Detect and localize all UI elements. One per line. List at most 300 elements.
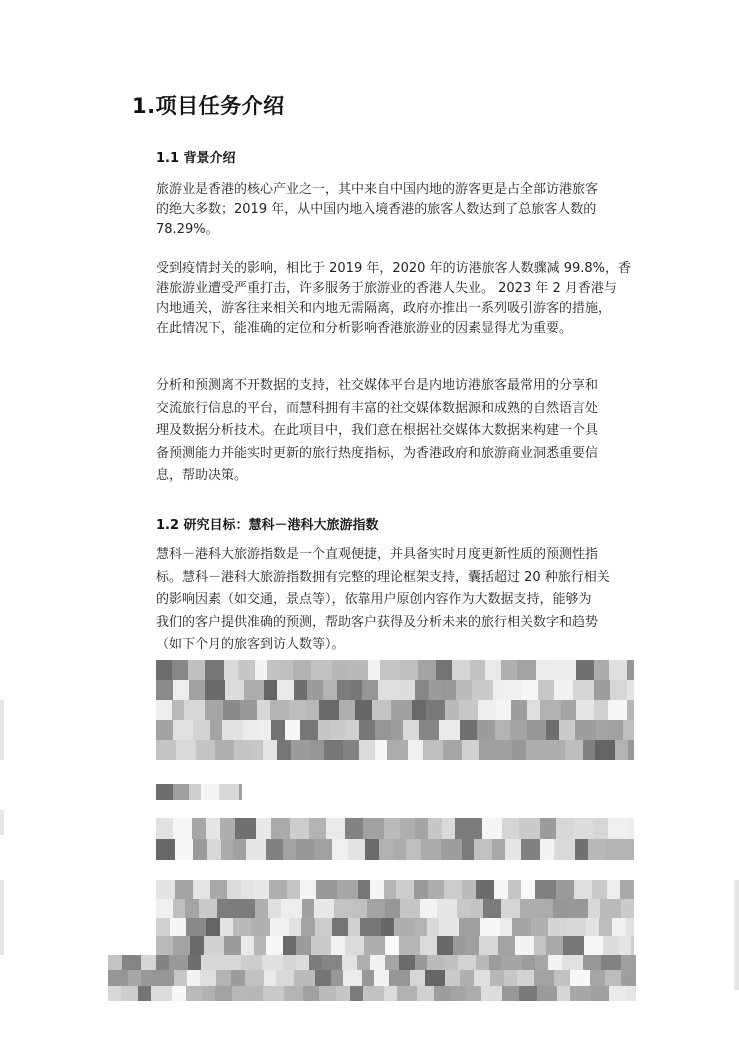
paragraph-background-1	[156, 180, 634, 240]
pixel-cell	[434, 986, 451, 1001]
text-line: 我们的客户提供准确的预测，帮助客户获得及分析未来的旅行相关数字和趋势	[156, 614, 599, 630]
pixel-cell	[556, 818, 574, 839]
pixel-cell	[406, 839, 421, 860]
pixel-cell	[603, 936, 619, 955]
pixel-cell	[353, 899, 367, 918]
pixel-cell	[595, 740, 615, 760]
pixel-cell	[451, 986, 466, 1001]
pixel-cell	[512, 918, 531, 937]
pixel-cell	[309, 955, 322, 970]
pixel-cell	[459, 918, 480, 937]
pixel-cell	[428, 818, 442, 839]
pixel-cell	[428, 880, 444, 899]
pixel-cell	[508, 880, 521, 899]
pixel-cell	[385, 955, 399, 970]
pixel-cell	[156, 880, 175, 899]
pixel-cell	[342, 955, 357, 970]
pixel-cell	[331, 936, 345, 955]
pixel-cell	[593, 818, 608, 839]
pixel-cell	[462, 880, 476, 899]
pixelated-text-block	[108, 955, 636, 1001]
pixel-cell	[337, 680, 350, 700]
pixel-cell	[270, 918, 289, 937]
pixel-cell	[307, 680, 323, 700]
paragraph-background-2	[156, 259, 634, 339]
pixel-cell	[108, 986, 121, 1001]
pixel-cell	[231, 970, 245, 985]
pixel-cell	[156, 720, 173, 740]
pixel-cell	[521, 880, 535, 899]
pixel-cell	[495, 720, 510, 740]
pixel-cell	[193, 880, 210, 899]
pixel-cell	[365, 839, 379, 860]
pixel-cell	[472, 680, 493, 700]
pixel-cell	[437, 899, 457, 918]
pixel-cell	[277, 740, 291, 760]
pixel-cell	[427, 918, 439, 937]
pixel-cell	[553, 899, 570, 918]
pixel-cell	[250, 740, 263, 760]
pixel-cell	[501, 955, 522, 970]
pixel-cell	[429, 680, 441, 700]
pixel-cell	[269, 880, 287, 899]
pixel-row	[156, 700, 634, 720]
pixel-cell	[205, 680, 225, 700]
pixel-cell	[418, 660, 436, 680]
pixel-cell	[504, 970, 517, 985]
pixel-cell	[173, 936, 190, 955]
pixel-cell	[322, 955, 342, 970]
pixel-cell	[410, 970, 425, 985]
pixel-cell	[493, 680, 506, 700]
pixel-cell	[280, 660, 293, 680]
pixel-cell	[426, 700, 445, 720]
pixel-cell	[172, 660, 188, 680]
pixel-cell	[374, 970, 389, 985]
pixel-cell	[193, 839, 207, 860]
pixel-cell	[546, 720, 559, 740]
pixel-cell	[156, 918, 170, 937]
pixel-cell	[575, 720, 596, 740]
pixel-cell	[502, 818, 519, 839]
pixel-cell	[372, 700, 391, 720]
pixel-cell	[540, 839, 554, 860]
pixel-cell	[281, 899, 302, 918]
pixel-row	[156, 899, 634, 918]
pixel-cell	[501, 660, 517, 680]
text-line: 内地通关，游客往来相关和内地无需隔离，政府亦推出一系列吸引游客的措施，	[156, 301, 612, 316]
pixel-cell	[394, 918, 414, 937]
section-title-background: 1.1 背景介绍	[156, 151, 236, 166]
pixel-cell	[370, 880, 384, 899]
pixel-cell	[623, 720, 634, 740]
pixel-cell	[186, 918, 206, 937]
pixel-cell	[627, 986, 636, 1001]
pixel-cell	[349, 660, 368, 680]
pixel-cell	[421, 839, 441, 860]
pixel-cell	[271, 818, 290, 839]
pixel-cell	[189, 784, 201, 800]
pixel-cell	[141, 970, 153, 985]
pixel-cell	[172, 700, 184, 720]
pixel-cell	[343, 970, 362, 985]
pixel-cell	[419, 720, 439, 740]
pixel-cell	[478, 700, 496, 720]
pixel-cell	[319, 986, 336, 1001]
pixel-cell	[263, 986, 284, 1001]
pixel-cell	[220, 818, 235, 839]
pixel-cell	[270, 700, 289, 720]
pixel-cell	[400, 660, 418, 680]
text-line: 慧科－港科大旅游指数是一个直观便捷，并具备实时月度更新性质的预测性指	[156, 547, 599, 562]
pixel-cell	[605, 970, 621, 985]
pixel-cell	[600, 899, 621, 918]
pixel-cell	[173, 680, 189, 700]
pixel-cell	[141, 955, 156, 970]
pixel-cell	[176, 740, 196, 760]
pixel-cell	[156, 660, 172, 680]
pixel-cell	[439, 720, 460, 740]
pixel-cell	[332, 660, 349, 680]
pixel-cell	[300, 720, 318, 740]
pixel-cell	[287, 880, 300, 899]
pixel-cell	[479, 936, 498, 955]
pixel-cell	[427, 955, 444, 970]
pixel-cell	[210, 720, 222, 740]
pixel-cell	[156, 936, 173, 955]
pixel-cell	[515, 936, 534, 955]
pixel-cell	[596, 720, 608, 740]
pixel-cell	[496, 700, 511, 720]
text-line: 78.29%。	[156, 222, 219, 237]
pixel-cell	[420, 936, 437, 955]
pixel-cell	[590, 970, 605, 985]
pixel-row	[156, 680, 634, 700]
pixel-cell	[156, 740, 176, 760]
pixel-cell	[332, 839, 348, 860]
pixel-cell	[460, 970, 474, 985]
pixel-cell	[584, 936, 603, 955]
pixel-cell	[482, 818, 502, 839]
pixel-cell	[621, 955, 636, 970]
pixel-cell	[234, 740, 250, 760]
pixel-cell	[331, 970, 343, 985]
pixel-cell	[253, 880, 269, 899]
pixel-cell	[570, 899, 588, 918]
pixel-cell	[608, 818, 627, 839]
pixel-cell	[303, 986, 319, 1001]
pixel-cell	[294, 970, 315, 985]
pixel-cell	[156, 899, 173, 918]
pixel-cell	[306, 700, 319, 720]
pixel-cell	[239, 784, 242, 800]
pixel-cell	[358, 880, 370, 899]
pixel-cell	[311, 936, 331, 955]
pixel-cell	[271, 720, 285, 740]
pixel-cell	[535, 880, 556, 899]
pixel-cell	[517, 660, 536, 680]
pixel-cell	[348, 918, 360, 937]
pixel-cell	[627, 660, 634, 680]
pixel-cell	[216, 970, 231, 985]
pixel-cell	[202, 986, 215, 1001]
pixel-cell	[201, 784, 219, 800]
pixel-cell	[628, 740, 634, 760]
pixel-cell	[480, 918, 500, 937]
pixel-cell	[205, 660, 224, 680]
pixel-cell	[302, 899, 314, 918]
pixel-cell	[457, 899, 471, 918]
pixel-cell	[227, 880, 241, 899]
pixel-cell	[359, 740, 375, 760]
pixel-cell	[345, 818, 363, 839]
pixel-cell	[502, 986, 519, 1001]
pixel-cell	[224, 660, 238, 680]
pixel-cell	[607, 880, 620, 899]
pixel-cell	[621, 970, 636, 985]
pixel-cell	[367, 899, 385, 918]
pixel-cell	[540, 700, 561, 720]
pixel-cell	[200, 970, 216, 985]
pixel-cell	[233, 918, 251, 937]
pixel-cell	[474, 839, 492, 860]
pixel-cell	[232, 986, 246, 1001]
pixel-cell	[362, 680, 378, 700]
pixel-cell	[263, 740, 277, 760]
pixel-cell	[264, 970, 276, 985]
pixel-cell	[223, 700, 240, 720]
pixel-row	[156, 818, 634, 839]
pixel-cell	[627, 818, 634, 839]
pixel-cell	[169, 955, 188, 970]
pixel-cell	[400, 899, 420, 918]
pixel-cell	[511, 700, 527, 720]
pixel-cell	[254, 936, 266, 955]
pixel-cell	[316, 880, 337, 899]
pixel-cell	[500, 918, 512, 937]
pixel-cell	[462, 740, 479, 760]
pixel-cell	[301, 918, 315, 937]
pixel-cell	[243, 720, 259, 740]
pixel-cell	[477, 720, 495, 740]
pixel-cell	[522, 680, 538, 700]
pixel-cell	[156, 680, 173, 700]
pixel-cell	[570, 986, 591, 1001]
pixel-cell	[108, 970, 128, 985]
pixel-cell	[570, 970, 590, 985]
pixel-cell	[156, 955, 169, 970]
pixel-cell	[612, 918, 626, 937]
text-line: 备预测能力并能实时更新的旅行热度指标，为香港政府和旅游商业洞悉重要信	[156, 445, 599, 461]
pixel-cell	[510, 720, 527, 740]
pixel-cell	[323, 680, 337, 700]
pixel-cell	[608, 700, 627, 720]
pixel-cell	[556, 880, 574, 899]
pixel-cell	[220, 918, 233, 937]
pixel-cell	[339, 700, 355, 720]
pixel-cell	[483, 899, 501, 918]
pixel-cell	[576, 700, 594, 720]
pixel-cell	[357, 955, 370, 970]
pixel-cell	[225, 680, 244, 700]
pixel-cell	[291, 740, 310, 760]
pixel-cell	[381, 918, 394, 937]
pixel-cell	[241, 936, 254, 955]
pixel-cell	[567, 918, 586, 937]
pixel-cell	[531, 918, 548, 937]
pixel-cell	[170, 918, 186, 937]
pixel-cell	[257, 700, 270, 720]
pixel-cell	[384, 818, 400, 839]
pixel-cell	[256, 818, 271, 839]
pixel-cell	[425, 970, 445, 985]
pixel-cell	[173, 784, 189, 800]
pixel-cell	[289, 918, 301, 937]
pixel-cell	[462, 839, 474, 860]
pixel-cell	[259, 720, 271, 740]
pixel-cell	[445, 700, 459, 720]
text-line: 港旅游业遭受严重打击，许多服务于旅游业的香港人失业。 2023 年 2 月香港与	[156, 281, 617, 296]
pixel-row	[108, 955, 636, 970]
pixel-cell	[537, 986, 557, 1001]
pixel-cell	[444, 880, 462, 899]
pixel-cell	[592, 880, 607, 899]
pixel-cell	[548, 955, 562, 970]
pixel-cell	[255, 660, 267, 680]
pixel-cell	[138, 986, 151, 1001]
pixel-cell	[458, 955, 476, 970]
pixel-cell	[192, 818, 206, 839]
pixel-cell	[399, 955, 415, 970]
pixel-cell	[466, 936, 479, 955]
pixel-cell	[391, 700, 412, 720]
pixel-cell	[527, 720, 546, 740]
pixel-row	[156, 936, 634, 955]
pixel-cell	[337, 880, 358, 899]
pixel-cell	[561, 700, 576, 720]
pixel-cell	[534, 970, 554, 985]
pixel-cell	[108, 955, 122, 970]
pixel-cell	[453, 936, 466, 955]
pixel-cell	[319, 700, 339, 720]
pixel-cell	[594, 660, 609, 680]
text-line: 的影响因素（如交通，景点等），依靠用户原创内容作为大数据支持，能够为	[156, 592, 592, 607]
pixel-cell	[415, 680, 429, 700]
page-title: 1.项目任务介绍	[132, 94, 285, 118]
pixel-cell	[285, 720, 300, 740]
pixel-cell	[206, 918, 220, 937]
pixel-cell	[481, 986, 502, 1001]
pixel-cell	[310, 740, 324, 760]
text-line: 的绝大多数；2019 年，从中国内地入境香港的旅客人数达到了总旅客人数的	[156, 202, 597, 217]
pixel-cell	[470, 660, 485, 680]
pixel-cell	[296, 839, 314, 860]
pixel-cell	[505, 839, 521, 860]
pixel-cell	[345, 720, 359, 740]
pixel-cell	[394, 680, 415, 700]
pixel-cell	[368, 660, 380, 680]
pixel-cell	[608, 720, 623, 740]
pixel-cell	[519, 818, 540, 839]
pixel-cell	[156, 839, 175, 860]
pixel-cell	[389, 970, 410, 985]
pixel-cell	[534, 936, 546, 955]
pixel-cell	[222, 955, 241, 970]
pixel-cell	[437, 936, 453, 955]
pixel-cell	[206, 818, 220, 839]
pixel-cell	[204, 936, 224, 955]
pixel-cell	[156, 818, 173, 839]
pixel-cell	[186, 986, 202, 1001]
pixel-cell	[375, 740, 387, 760]
pixel-cell	[363, 986, 384, 1001]
pixel-cell	[574, 818, 593, 839]
pixel-cell	[343, 740, 359, 760]
pixel-cell	[289, 700, 306, 720]
pixel-cell	[521, 839, 540, 860]
pixel-cell	[554, 680, 573, 700]
pixel-cell	[175, 839, 193, 860]
text-line: 标。慧科－港科大旅游指数拥有完整的理论框架支持，囊括超过 20 种旅行相关	[156, 569, 610, 585]
pixel-cell	[439, 918, 459, 937]
pixel-cell	[244, 680, 264, 700]
pixel-cell	[205, 700, 223, 720]
pixel-cell	[408, 740, 423, 760]
pixel-cell	[546, 936, 563, 955]
pixel-cell	[315, 918, 332, 937]
pixel-cell	[277, 680, 294, 700]
pixel-cell	[360, 918, 381, 937]
pixel-cell	[315, 970, 331, 985]
pixel-cell	[370, 955, 385, 970]
pixel-cell	[520, 899, 541, 918]
pixel-cell	[565, 740, 583, 760]
pixel-cell	[156, 784, 173, 800]
pixel-cell	[557, 986, 570, 1001]
pixel-cell	[626, 918, 634, 937]
pixel-cell	[384, 986, 397, 1001]
pixel-cell	[324, 740, 343, 760]
pixel-cell	[188, 955, 201, 970]
pixel-cell	[622, 839, 634, 860]
text-line: 息，帮助决策。	[156, 468, 248, 483]
pixel-cell	[594, 700, 608, 720]
pixel-cell	[456, 680, 472, 700]
pixel-cell	[540, 818, 556, 839]
pixel-cell	[199, 899, 217, 918]
pixel-cell	[391, 720, 403, 740]
pixel-cell	[583, 955, 601, 970]
pixel-cell	[311, 660, 332, 680]
pixel-cell	[576, 660, 594, 680]
pixel-cell	[246, 839, 266, 860]
right-edge-mark	[734, 880, 739, 990]
pixel-cell	[621, 899, 634, 918]
pixel-cell	[562, 955, 583, 970]
pixel-cell	[193, 720, 210, 740]
pixel-cell	[188, 660, 205, 680]
pixel-cell	[276, 970, 294, 985]
pixel-cell	[490, 970, 504, 985]
pixel-cell	[417, 986, 434, 1001]
text-line: （如下个月的旅客到访人数等）。	[156, 637, 345, 652]
pixel-cell	[359, 720, 375, 740]
pixel-row	[156, 660, 634, 680]
pixel-cell	[599, 918, 612, 937]
pixel-cell	[215, 986, 232, 1001]
pixel-cell	[594, 680, 610, 700]
pixel-cell	[494, 880, 508, 899]
